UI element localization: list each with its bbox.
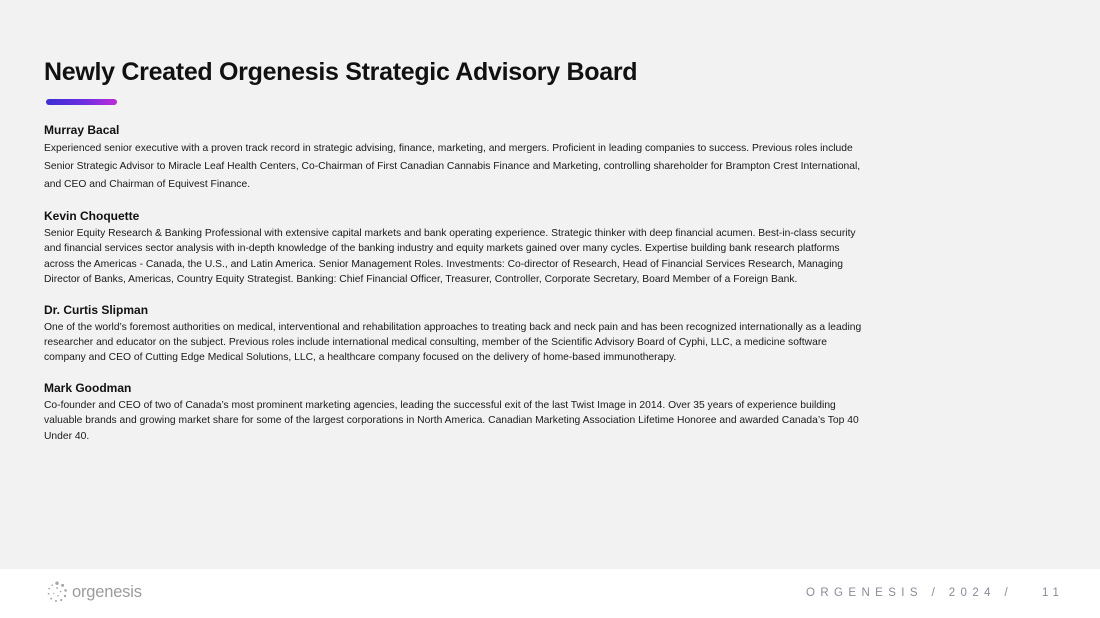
bio-description: One of the world’s foremost authorities on medical, interventional and rehabilitation approaches to treating back and neck pain and has been recognized internationally as a leading researcher and educator on the subject. Previous roles include international medical consulting, member of the Scientific Advisory Board of Cyphi, LLC, a medicine software company and CEO of Cutting Edge Medical Solutions, LLC, a healthcare company focused on the delivery of home-based immunotherapy. (44, 321, 862, 364)
bio-description: Experienced senior executive with a proven track record in strategic advising, finance, marketing, and mergers. Proficient in leading companies to success. Previous roles include Senior Strategic Advisor to Miracle Leaf Health Centers, Co-Chairman of First Canadian Cannabis Finance and Marketing, controlling shareholder for Brampton Crest International, and CEO and Chairman of Equivest Finance. (44, 143, 861, 190)
bio-name: Mark Goodman (44, 380, 132, 395)
title-accent-bar (46, 99, 117, 105)
bio-description: Co-founder and CEO of two of Canada’s most prominent marketing agencies, leading the successful exit of the last Twist Image in 2014. Over 35 years of experience building valuable brands and growing market share for some of the largest corporations in North America. Canadian Marketing Association Lifetime Honoree and awarded Canada’s Top 40 Under 40. (44, 399, 859, 442)
footer-caption: ORGENESIS / 2024 / (806, 587, 1014, 599)
bio-curtis-slipman (44, 303, 864, 366)
bio-name: Kevin Choquette (44, 209, 140, 223)
orgenesis-swirl-icon (46, 581, 68, 603)
slide-title: Newly Created Orgenesis Strategic Advisory Board (44, 58, 638, 86)
bio-name: Murray Bacal (44, 123, 120, 137)
logo-wordmark: orgenesis (72, 582, 142, 601)
bio-description: Senior Equity Research & Banking Professional with extensive capital markets and bank operating experience. Strategic thinker with deep financial acumen. Best-in-class security and financial services sector analysis with in-depth knowledge of the banking industry and equity markets gained over many cycles. Expertise building bank research platforms across the Americas - Canada, the U.S., and Latin America. Senior Management Roles. Investments: Co-director of Research, Head of Financial Services Research, Managing Director of Banks, Americas, Country Equity Strategist. Banking: Chief Financial Officer, Treasurer, Controller, Corporate Secretary, Board Member of a Foreign Bank. (44, 228, 856, 286)
bio-kevin-choquette (44, 209, 864, 288)
bio-mark-goodman (44, 381, 864, 444)
advisory-board-bios (44, 123, 864, 459)
orgenesis-logo (46, 581, 142, 603)
page-number: 11 (1042, 587, 1064, 599)
bio-murray-bacal (44, 123, 864, 194)
bio-name: Dr. Curtis Slipman (44, 302, 149, 317)
